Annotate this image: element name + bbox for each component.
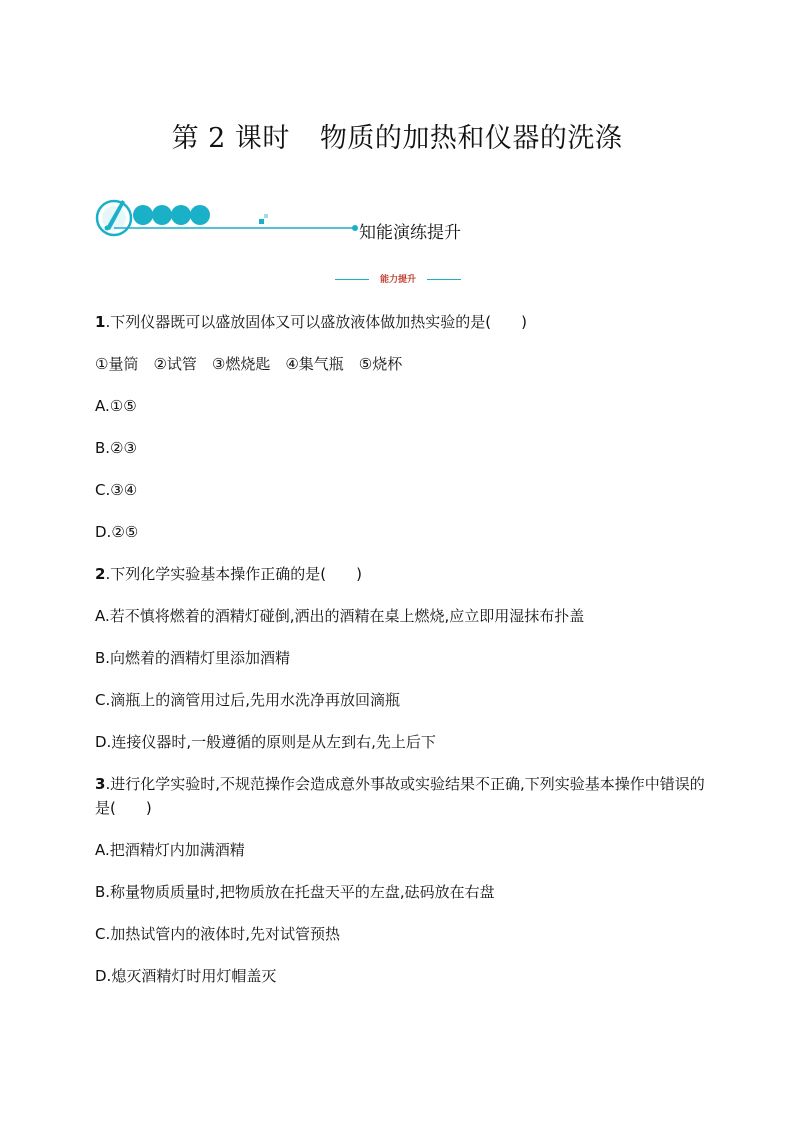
question-2-stem: 2.下列化学实验基本操作正确的是( )	[95, 565, 362, 583]
question-3-option-d: D.熄灭酒精灯时用灯帽盖灭	[95, 967, 277, 985]
question-1-option-b: B.②③	[95, 439, 137, 457]
question-1-option-a: A.①⑤	[95, 397, 137, 415]
question-3-option-b: B.称量物质质量时,把物质放在托盘天平的左盘,砝码放在右盘	[95, 883, 495, 901]
section-tag	[335, 272, 461, 286]
question-3-option-c: C.加热试管内的液体时,先对试管预热	[95, 925, 341, 943]
lesson-number: 第 2 课时	[171, 123, 290, 154]
question-number: 2	[95, 565, 106, 583]
question-1-option-d: D.②⑤	[95, 523, 139, 541]
banner-label: 知能演练提升	[359, 223, 461, 243]
question-number: 1	[95, 313, 106, 331]
question-2-option-a: A.若不慎将燃着的酒精灯碰倒,洒出的酒精在桌上燃烧,应立即用湿抹布扑盖	[95, 607, 585, 625]
question-3-option-a: A.把酒精灯内加满酒精	[95, 841, 245, 859]
section-banner	[92, 190, 492, 246]
question-1-stem: 1.下列仪器既可以盛放固体又可以盛放液体做加热实验的是( )	[95, 313, 527, 331]
page-title	[0, 116, 794, 155]
question-number: 3	[95, 775, 106, 793]
question-1-items: ①量筒 ②试管 ③燃烧匙 ④集气瓶 ⑤烧杯	[95, 355, 403, 373]
question-1-option-c: C.③④	[95, 481, 138, 499]
question-2-option-d: D.连接仪器时,一般遵循的原则是从左到右,先上后下	[95, 733, 436, 751]
question-2-option-c: C.滴瓶上的滴管用过后,先用水洗净再放回滴瓶	[95, 691, 401, 709]
lesson-name: 物质的加热和仪器的洗涤	[319, 123, 623, 154]
question-3-stem: 3.进行化学实验时,不规范操作会造成意外事故或实验结果不正确,下列实验基本操作中错误的是( )	[95, 775, 705, 817]
section-tag-label: 能力提升	[379, 275, 416, 285]
question-2-option-b: B.向燃着的酒精灯里添加酒精	[95, 649, 291, 667]
question-list	[95, 310, 705, 1006]
tag-line-right	[427, 279, 461, 280]
